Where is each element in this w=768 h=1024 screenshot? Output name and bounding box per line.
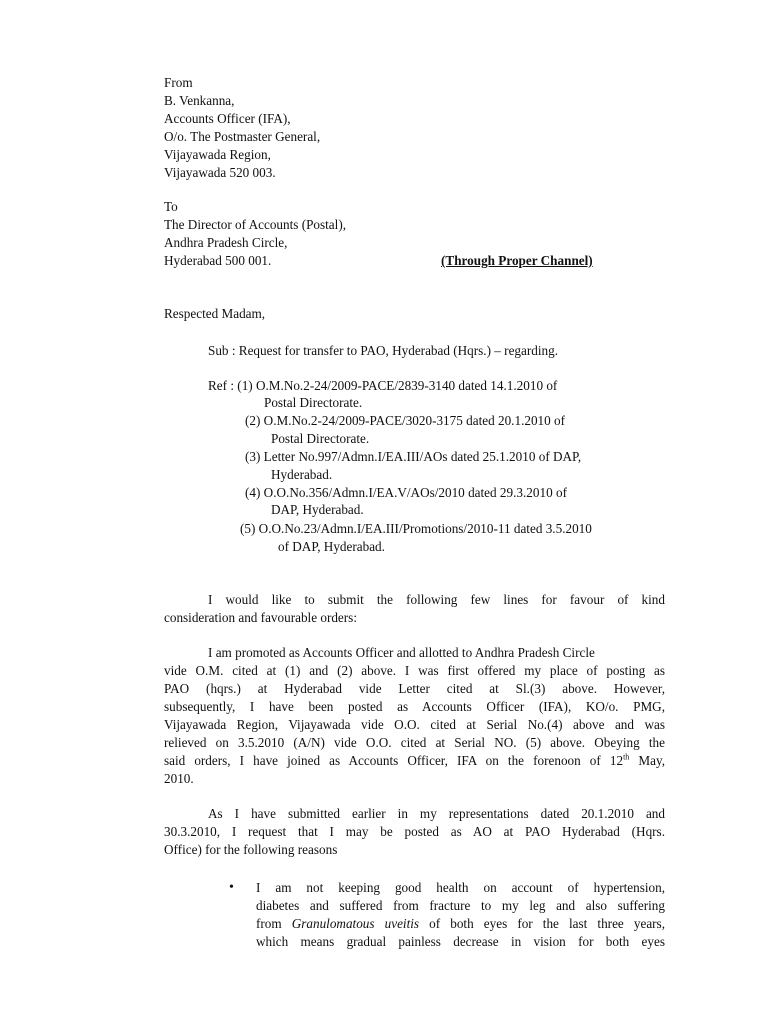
paragraph-line: relieved on 3.5.2010 (A/N) vide O.O. cited at Serial NO. (5) above. Obeying the xyxy=(164,735,665,750)
from-designation: Accounts Officer (IFA), xyxy=(164,111,291,126)
to-city: Hyderabad 500 001. xyxy=(164,253,272,268)
from-name: B. Venkanna, xyxy=(164,93,235,108)
condition-pre: from xyxy=(256,916,292,931)
from-region: Vijayawada Region, xyxy=(164,147,271,162)
reference-1-line-1: Ref : (1) O.M.No.2-24/2009-PACE/2839-3140 dated 14.1.2010 of xyxy=(208,378,558,393)
from-city: Vijayawada 520 003. xyxy=(164,165,276,180)
from-heading: From xyxy=(164,75,193,90)
ordinal-suffix: th xyxy=(623,752,630,762)
reference-3-line-1: (3) Letter No.997/Admn.I/EA.III/AOs dated 25.1.2010 of DAP, xyxy=(245,449,582,464)
paragraph-line: Office) for the following reasons xyxy=(164,842,338,857)
paragraph-line: consideration and favourable orders: xyxy=(164,610,357,625)
joining-text: said orders, I have joined as Accounts Officer, IFA on the forenoon of 12 xyxy=(164,753,624,768)
reference-5-line-1: (5) O.O.No.23/Admn.I/EA.III/Promotions/2010-11 dated 3.5.2010 xyxy=(240,521,592,536)
reference-2-line-2: Postal Directorate. xyxy=(271,431,370,446)
paragraph-line-joining xyxy=(164,752,665,770)
bullet-line: I am not keeping good health on account of hypertension, xyxy=(256,880,665,895)
bullet-line-condition xyxy=(256,915,665,933)
to-heading: To xyxy=(164,199,178,214)
condition-post: of both eyes for the last three years, xyxy=(419,916,665,931)
bullet-line: which means gradual painless decrease in vision for both eyes xyxy=(256,934,665,949)
paragraph-intro xyxy=(164,591,665,627)
paragraph-line: Vijayawada Region, Vijayawada vide O.O. cited at Serial No.(4) above and was xyxy=(164,717,665,732)
reference-5-line-2: of DAP, Hyderabad. xyxy=(278,539,385,554)
to-circle: Andhra Pradesh Circle, xyxy=(164,235,288,250)
to-block xyxy=(164,198,346,270)
bullet-health-reason xyxy=(256,879,665,951)
paragraph-request xyxy=(164,805,665,859)
bullet-line: diabetes and suffered from fracture to my leg and also suffering xyxy=(256,898,665,913)
paragraph-line: subsequently, I have been posted as Accounts Officer (IFA), KO/o. PMG, xyxy=(164,699,665,714)
reference-4-line-2: DAP, Hyderabad. xyxy=(271,502,364,517)
reference-2-line-1: (2) O.M.No.2-24/2009-PACE/3020-3175 dated 20.1.2010 of xyxy=(245,413,566,428)
bullet-icon: • xyxy=(229,880,234,895)
paragraph-line: PAO (hqrs.) at Hyderabad vide Letter cited at Sl.(3) above. However, xyxy=(164,681,665,696)
paragraph-line: I am promoted as Accounts Officer and allotted to Andhra Pradesh Circle xyxy=(208,645,595,660)
salutation: Respected Madam, xyxy=(164,306,266,321)
to-addressee: The Director of Accounts (Postal), xyxy=(164,217,347,232)
condition-name: Granulomatous uveitis xyxy=(291,916,420,931)
subject-line: Sub : Request for transfer to PAO, Hyderabad (Hqrs.) – regarding. xyxy=(208,343,559,358)
channel-note: (Through Proper Channel) xyxy=(441,253,593,268)
paragraph-line: 30.3.2010, I request that I may be posted as AO at PAO Hyderabad (Hqrs. xyxy=(164,824,665,839)
paragraph-line: vide O.M. cited at (1) and (2) above. I was first offered my place of posting as xyxy=(164,663,665,678)
joining-month: May, xyxy=(629,753,665,768)
reference-3-line-2: Hyderabad. xyxy=(271,467,333,482)
paragraph-line: 2010. xyxy=(164,771,194,786)
reference-4-line-1: (4) O.O.No.356/Admn.I/EA.V/AOs/2010 dated 29.3.2010 of xyxy=(245,485,567,500)
from-office: O/o. The Postmaster General, xyxy=(164,129,321,144)
paragraph-line: I would like to submit the following few lines for favour of kind xyxy=(208,592,665,607)
from-block xyxy=(164,74,320,182)
reference-1-line-2: Postal Directorate. xyxy=(264,395,363,410)
paragraph-line: As I have submitted earlier in my representations dated 20.1.2010 and xyxy=(208,806,665,821)
paragraph-posting-history xyxy=(164,644,665,788)
